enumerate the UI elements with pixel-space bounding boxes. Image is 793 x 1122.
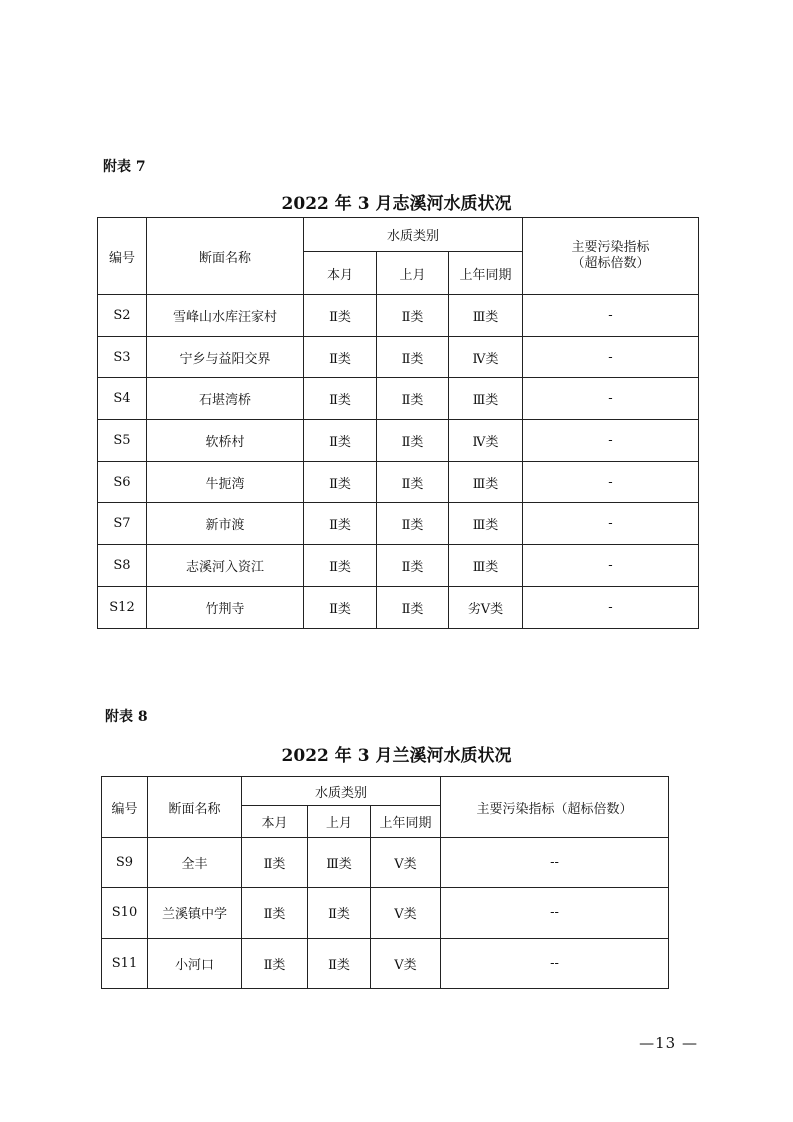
cell-main-pollutant: - bbox=[523, 503, 699, 545]
header-main-pollutant bbox=[523, 218, 699, 295]
cell-id: S8 bbox=[98, 545, 147, 587]
table-7-title: 2022 年 3 月志溪河水质状况 bbox=[281, 194, 512, 214]
header-section-name: 断面名称 bbox=[148, 777, 242, 838]
cell-same-period-last-year: Ⅲ类 bbox=[449, 295, 523, 337]
cell-same-period-last-year: Ⅳ类 bbox=[449, 336, 523, 378]
cell-this-month: Ⅱ类 bbox=[304, 503, 377, 545]
cell-same-period-last-year: Ⅴ类 bbox=[371, 888, 441, 938]
cell-section-name: 软桥村 bbox=[147, 420, 304, 462]
header-id: 编号 bbox=[102, 777, 148, 838]
cell-last-month: Ⅱ类 bbox=[377, 586, 449, 628]
table-8-title: 2022 年 3 月兰溪河水质状况 bbox=[281, 746, 512, 766]
cell-id: S4 bbox=[98, 378, 147, 420]
table-row bbox=[98, 378, 699, 420]
cell-last-month: Ⅲ类 bbox=[308, 838, 371, 888]
cell-same-period-last-year: Ⅴ类 bbox=[371, 938, 441, 988]
cell-id: S2 bbox=[98, 295, 147, 337]
cell-last-month: Ⅱ类 bbox=[377, 461, 449, 503]
header-main-pollutant-line1: 主要污染指标 bbox=[571, 240, 650, 255]
cell-same-period-last-year: Ⅲ类 bbox=[449, 545, 523, 587]
cell-id: S12 bbox=[98, 586, 147, 628]
cell-id: S6 bbox=[98, 461, 147, 503]
table-row bbox=[98, 503, 699, 545]
cell-last-month: Ⅱ类 bbox=[377, 420, 449, 462]
cell-this-month: Ⅱ类 bbox=[242, 888, 308, 938]
cell-main-pollutant: - bbox=[523, 378, 699, 420]
cell-section-name: 牛扼湾 bbox=[147, 461, 304, 503]
cell-this-month: Ⅱ类 bbox=[304, 461, 377, 503]
header-main-pollutant: 主要污染指标（超标倍数） bbox=[441, 777, 669, 838]
cell-this-month: Ⅱ类 bbox=[242, 938, 308, 988]
cell-main-pollutant: - bbox=[523, 295, 699, 337]
header-last-month: 上月 bbox=[308, 806, 371, 838]
header-same-period-last-year: 上年同期 bbox=[449, 252, 523, 295]
cell-main-pollutant: - bbox=[523, 461, 699, 503]
cell-same-period-last-year: 劣Ⅴ类 bbox=[449, 586, 523, 628]
header-section-name: 断面名称 bbox=[147, 218, 304, 295]
cell-same-period-last-year: Ⅴ类 bbox=[371, 838, 441, 888]
cell-main-pollutant: - bbox=[523, 586, 699, 628]
cell-main-pollutant: -- bbox=[441, 938, 669, 988]
header-water-class: 水质类别 bbox=[304, 218, 523, 252]
cell-id: S7 bbox=[98, 503, 147, 545]
cell-same-period-last-year: Ⅲ类 bbox=[449, 461, 523, 503]
cell-section-name: 宁乡与益阳交界 bbox=[147, 336, 304, 378]
cell-last-month: Ⅱ类 bbox=[377, 295, 449, 337]
cell-section-name: 兰溪镇中学 bbox=[148, 888, 242, 938]
water-quality-table-8 bbox=[101, 776, 669, 989]
cell-section-name: 石堪湾桥 bbox=[147, 378, 304, 420]
header-id: 编号 bbox=[98, 218, 147, 295]
cell-main-pollutant: -- bbox=[441, 838, 669, 888]
cell-id: S10 bbox=[102, 888, 148, 938]
header-main-pollutant-line2: （超标倍数） bbox=[571, 256, 650, 271]
cell-id: S3 bbox=[98, 336, 147, 378]
cell-main-pollutant: - bbox=[523, 420, 699, 462]
cell-same-period-last-year: Ⅳ类 bbox=[449, 420, 523, 462]
cell-id: S9 bbox=[102, 838, 148, 888]
water-quality-table-7 bbox=[97, 217, 699, 629]
cell-section-name: 小河口 bbox=[148, 938, 242, 988]
header-water-class: 水质类别 bbox=[242, 777, 441, 806]
header-this-month: 本月 bbox=[304, 252, 377, 295]
cell-last-month: Ⅱ类 bbox=[308, 938, 371, 988]
table-row bbox=[102, 938, 669, 988]
table-row bbox=[98, 295, 699, 337]
cell-this-month: Ⅱ类 bbox=[304, 586, 377, 628]
cell-main-pollutant: - bbox=[523, 545, 699, 587]
cell-id: S5 bbox=[98, 420, 147, 462]
cell-main-pollutant: - bbox=[523, 336, 699, 378]
cell-section-name: 全丰 bbox=[148, 838, 242, 888]
table-row bbox=[98, 586, 699, 628]
cell-this-month: Ⅱ类 bbox=[242, 838, 308, 888]
cell-this-month: Ⅱ类 bbox=[304, 295, 377, 337]
header-this-month: 本月 bbox=[242, 806, 308, 838]
table-row bbox=[102, 838, 669, 888]
cell-section-name: 雪峰山水库汪家村 bbox=[147, 295, 304, 337]
cell-same-period-last-year: Ⅲ类 bbox=[449, 378, 523, 420]
cell-this-month: Ⅱ类 bbox=[304, 378, 377, 420]
cell-id: S11 bbox=[102, 938, 148, 988]
cell-this-month: Ⅱ类 bbox=[304, 336, 377, 378]
cell-last-month: Ⅱ类 bbox=[377, 503, 449, 545]
cell-last-month: Ⅱ类 bbox=[377, 336, 449, 378]
cell-this-month: Ⅱ类 bbox=[304, 545, 377, 587]
cell-this-month: Ⅱ类 bbox=[304, 420, 377, 462]
table-row bbox=[102, 888, 669, 938]
table-row bbox=[98, 461, 699, 503]
page-number: —13 — bbox=[639, 1034, 698, 1052]
cell-main-pollutant: -- bbox=[441, 888, 669, 938]
cell-same-period-last-year: Ⅲ类 bbox=[449, 503, 523, 545]
table-row bbox=[98, 420, 699, 462]
header-last-month: 上月 bbox=[377, 252, 449, 295]
header-same-period-last-year: 上年同期 bbox=[371, 806, 441, 838]
appendix-7-label: 附表 7 bbox=[103, 159, 146, 175]
cell-last-month: Ⅱ类 bbox=[377, 378, 449, 420]
cell-last-month: Ⅱ类 bbox=[308, 888, 371, 938]
cell-section-name: 新市渡 bbox=[147, 503, 304, 545]
appendix-8-label: 附表 8 bbox=[105, 709, 148, 725]
table-row bbox=[98, 545, 699, 587]
cell-section-name: 竹荆寺 bbox=[147, 586, 304, 628]
cell-last-month: Ⅱ类 bbox=[377, 545, 449, 587]
table-row bbox=[98, 336, 699, 378]
cell-section-name: 志溪河入资江 bbox=[147, 545, 304, 587]
